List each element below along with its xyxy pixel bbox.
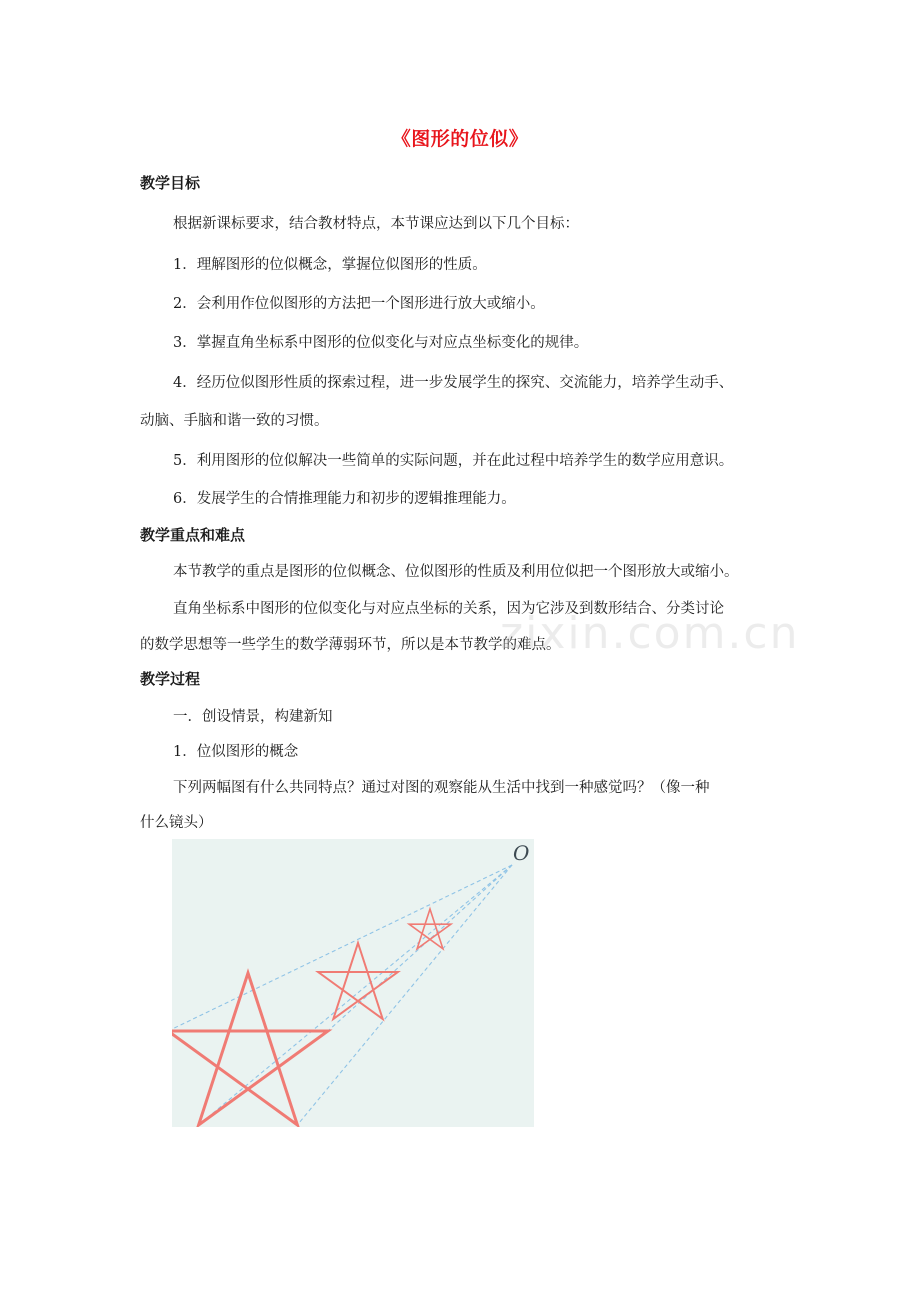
goal-item: 1．理解图形的位似概念，掌握位似图形的性质。 — [173, 257, 487, 273]
star-medium — [318, 943, 398, 1019]
process-line: 下列两幅图有什么共同特点？通过对图的观察能从生活中找到一种感觉吗？（像一种 — [173, 780, 710, 796]
process-line: 1．位似图形的概念 — [173, 744, 299, 760]
goal-item: 2．会利用作位似图形的方法把一个图形进行放大或缩小。 — [173, 296, 545, 312]
projection-ray — [297, 865, 512, 1125]
keypoints-line: 直角坐标系中图形的位似变化与对应点坐标的关系，因为它涉及到数形结合、分类讨论 — [173, 601, 724, 617]
star-small — [409, 909, 451, 949]
section-heading-keypoints: 教学重点和难点 — [140, 526, 246, 544]
process-line: 一．创设情景，构建新知 — [173, 709, 333, 725]
goal-item-continuation: 动脑、手脑和谐一致的习惯。 — [140, 413, 329, 429]
goal-item: 3．掌握直角坐标系中图形的位似变化与对应点坐标变化的规律。 — [173, 335, 589, 351]
watermark: zixin.com.cn — [500, 608, 800, 659]
goal-item: 5．利用图形的位似解决一些简单的实际问题，并在此过程中培养学生的数学应用意识。 — [173, 453, 734, 469]
stars-group — [172, 909, 451, 1125]
goal-item: 6．发展学生的合情推理能力和初步的逻辑推理能力。 — [173, 491, 516, 507]
section-heading-process: 教学过程 — [140, 670, 201, 688]
process-line: 什么镜头） — [140, 815, 213, 831]
section-heading-goals: 教学目标 — [140, 174, 201, 192]
center-label-o: O — [513, 841, 530, 865]
goal-item: 4．经历位似图形性质的探索过程，进一步发展学生的探究、交流能力，培养学生动手、 — [173, 375, 734, 391]
star-diagram — [172, 839, 534, 1127]
document-title: 《图形的位似》 — [391, 128, 529, 150]
homothety-star-figure — [172, 839, 534, 1127]
star-large — [172, 973, 328, 1125]
goals-intro: 根据新课标要求，结合教材特点，本节课应达到以下几个目标： — [173, 216, 579, 232]
keypoints-line: 的数学思想等一些学生的数学薄弱环节，所以是本节教学的难点。 — [140, 637, 561, 653]
keypoints-line: 本节教学的重点是图形的位似概念、位似图形的性质及利用位似把一个图形放大或缩小。 — [173, 564, 739, 580]
